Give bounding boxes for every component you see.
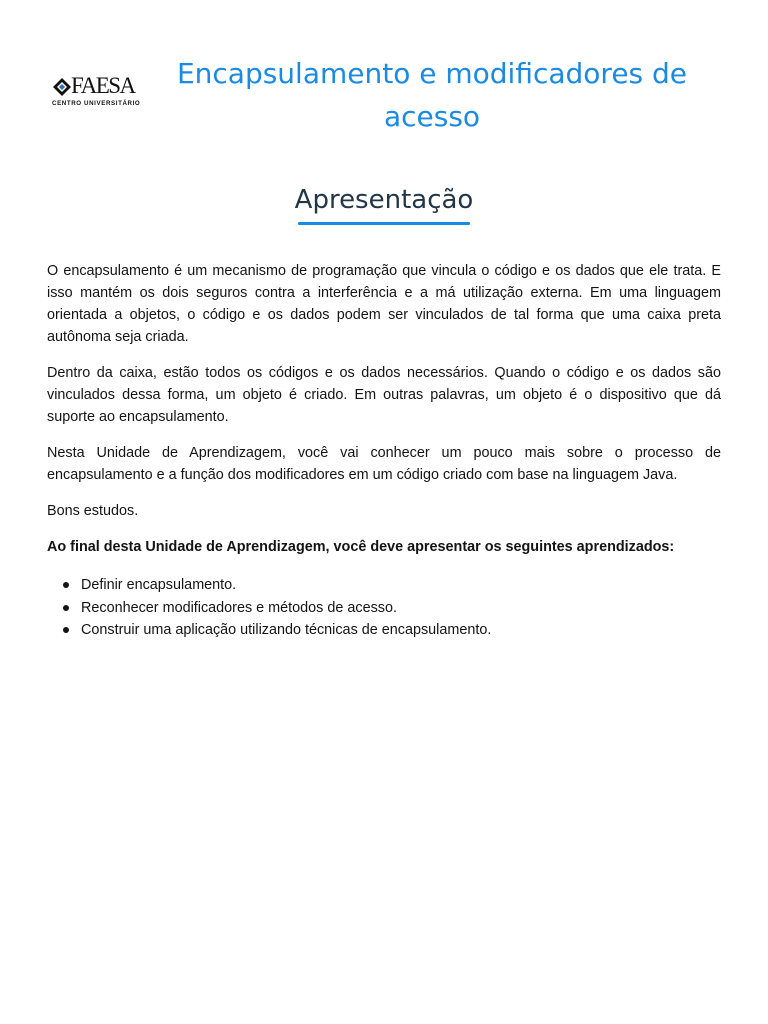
section-title-underline: [298, 222, 470, 225]
objective-item: [63, 619, 721, 642]
objective-item: [63, 574, 721, 597]
closing-paragraph: Bons estudos.: [47, 503, 139, 519]
main-content: [47, 260, 721, 642]
logo-wordmark: FAESA: [71, 73, 135, 98]
intro-paragraph-1: O encapsulamento é um mecanismo de programação que vincula o código e os dados que ele trata. E isso mantém os dois seguros contra a interferência e a má utilização externa. Em uma linguagem orientada a objetos, o código e os dados podem ser vinculados de tal forma que uma caixa preta autônoma seja criada.: [47, 263, 721, 345]
section-heading: [0, 182, 768, 218]
bullet-icon: [63, 605, 69, 611]
document-title-line-2: acesso: [383, 100, 481, 133]
logo-subtitle: CENTRO UNIVERSITÁRIO: [52, 100, 141, 107]
section-title: Apresentação: [294, 185, 474, 215]
objectives-intro: Ao final desta Unidade de Aprendizagem, você deve apresentar os seguintes aprendizados:: [47, 539, 675, 555]
page-header: [0, 48, 768, 138]
objective-text: Construir uma aplicação utilizando técnicas de encapsulamento.: [81, 622, 492, 638]
objective-text: Reconhecer modificadores e métodos de acesso.: [81, 599, 397, 616]
bullet-icon: [63, 582, 69, 588]
faesa-logo: [51, 73, 141, 108]
objective-item: [63, 597, 721, 620]
bullet-icon: [63, 627, 69, 633]
document-title: [140, 52, 724, 138]
intro-paragraph-2: Dentro da caixa, estão todos os códigos e os dados necessários. Quando o código e os dados são vinculados dessa forma, um objeto é criado. Em outras palavras, um objeto é o dispositivo que dá suporte ao encapsulamento.: [47, 365, 721, 425]
objective-text: Definir encapsulamento.: [81, 577, 237, 593]
intro-paragraph-3: Nesta Unidade de Aprendizagem, você vai conhecer um pouco mais sobre o processo de encapsulamento e a função dos modificadores em um código criado com base na linguagem Java.: [47, 445, 721, 483]
objectives-list: [47, 574, 721, 642]
faesa-logo-mark-icon: [51, 76, 73, 98]
document-title-line-1: Encapsulamento e modificadores de: [176, 57, 688, 90]
